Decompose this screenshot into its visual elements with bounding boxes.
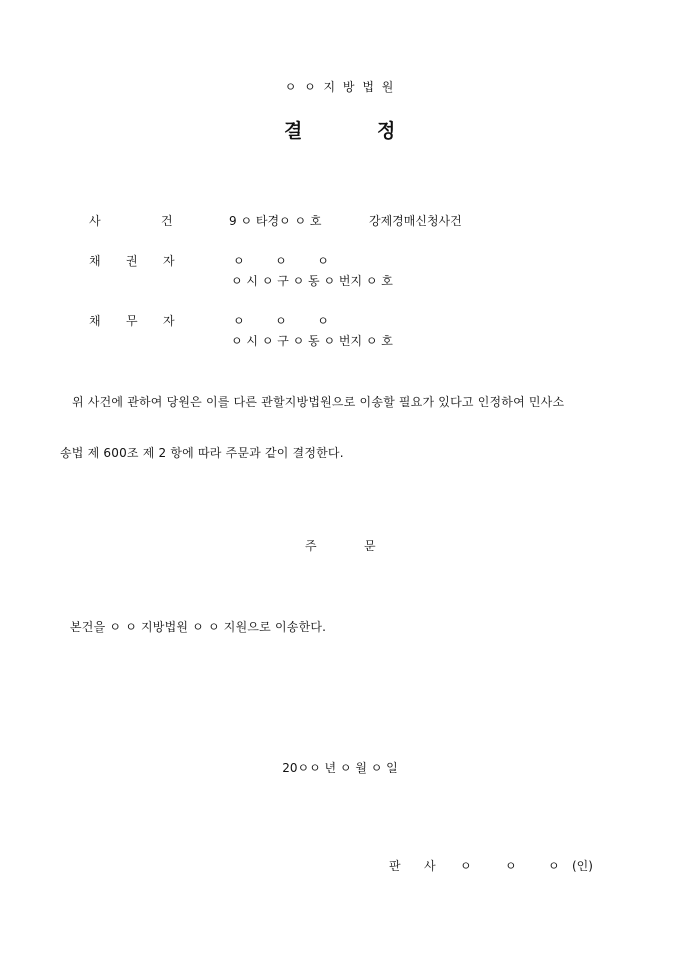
judge-seal: (인) [572, 859, 593, 873]
case-label-char: 건 [161, 214, 173, 228]
judge-name-char: ㅇ [505, 859, 517, 873]
court-name: ㅇ ㅇ 지 방 법 원 [284, 80, 396, 94]
order-text: 본건을 ㅇ ㅇ 지방법원 ㅇ ㅇ 지원으로 이송한다. [70, 620, 327, 634]
case-label-char: 사 [89, 214, 101, 228]
document-title-char-1: 결 [284, 120, 303, 142]
judge-name-char: ㅇ [460, 859, 472, 873]
case-type: 강제경매신청사건 [369, 214, 462, 228]
order-heading-char: 문 [364, 539, 376, 553]
judge-name-char: ㅇ [548, 859, 560, 873]
creditor-name: ㅇ ㅇ ㅇ [233, 254, 329, 268]
debtor-label-char: 채 [89, 314, 101, 328]
document-title-char-2: 정 [377, 120, 396, 142]
debtor-name: ㅇ ㅇ ㅇ [233, 314, 329, 328]
body-line-2: 송법 제 600조 제 2 항에 따라 주문과 같이 결정한다. [60, 446, 344, 460]
judge-title-char: 판 [389, 859, 401, 873]
creditor-label-char: 채 [89, 254, 101, 268]
creditor-address: ㅇ 시 ㅇ 구 ㅇ 동 ㅇ 번지 ㅇ 호 [231, 274, 393, 288]
judge-title-char: 사 [424, 859, 436, 873]
creditor-label-char: 권 [126, 254, 138, 268]
body-line-1: 위 사건에 관하여 당원은 이를 다른 관할지방법원으로 이송할 필요가 있다고 인정하여 민사소 [72, 395, 565, 409]
creditor-label-char: 자 [163, 254, 175, 268]
case-number: 9 ㅇ 타경ㅇ ㅇ 호 [229, 214, 322, 228]
order-heading-char: 주 [305, 539, 317, 553]
debtor-label-char: 무 [126, 314, 138, 328]
debtor-label-char: 자 [163, 314, 175, 328]
debtor-address: ㅇ 시 ㅇ 구 ㅇ 동 ㅇ 번지 ㅇ 호 [231, 334, 393, 348]
decision-date: 20ㅇㅇ 년 ㅇ 월 ㅇ 일 [282, 761, 398, 775]
